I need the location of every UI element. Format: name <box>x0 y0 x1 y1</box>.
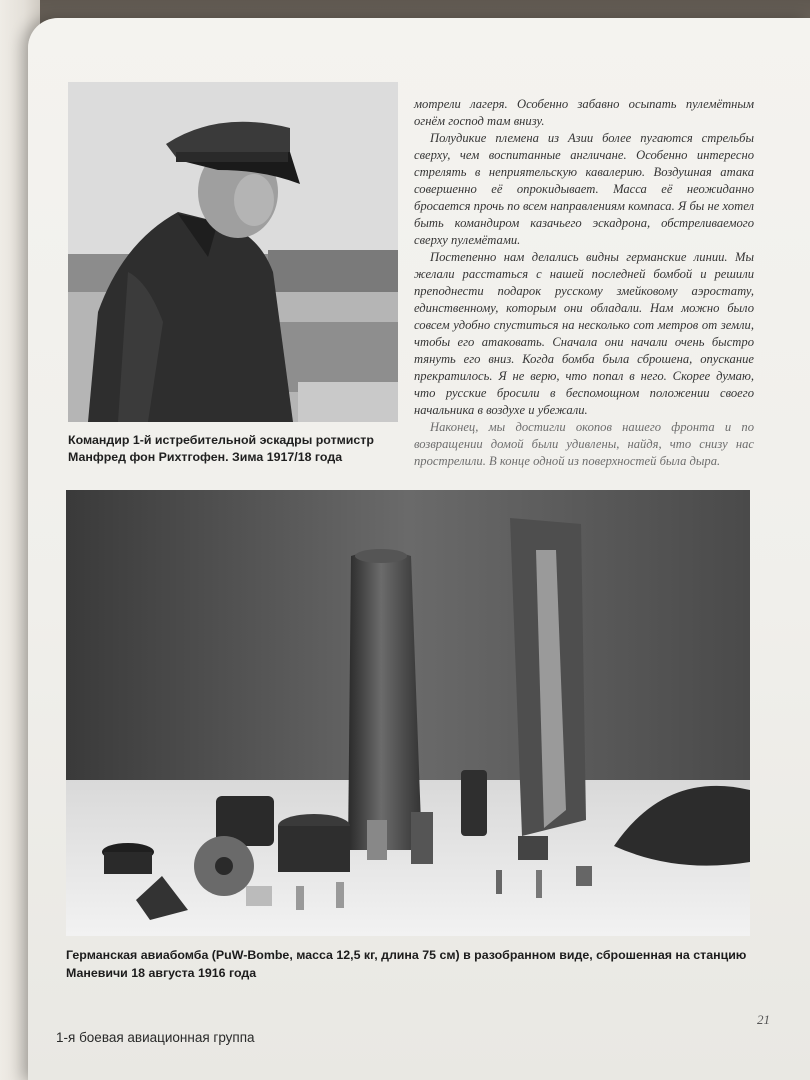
bomb-parts-photo <box>66 490 750 936</box>
portrait-photo <box>68 82 398 422</box>
paragraph: Полудикие племена из Азии более пугаются стрельбы сверху, чем воспитанные англичане. Особенно интересно стрелять в неприятельскую кавалерию. Воздушная атака совершенно её опрокидывает. Масса её неожиданно бросается прочь по всем направлениям компаса. Я бы не хотел быть командиром казачьего эскадрона, обстреливаемого сверху пулемётами. <box>414 131 754 247</box>
page-number: 21 <box>757 1012 770 1027</box>
paragraph: мотрели лагеря. Особенно забавно осыпать пулемётным огнём господ там внизу. <box>414 97 754 128</box>
bomb-parts-graphic <box>66 490 750 936</box>
body-text-column <box>414 96 754 470</box>
paragraph: Наконец, мы достигли окопов нашего фронта и по возвращении домой были удивлены, найдя, что снизу нас прострелили. В конце одной из поверхностей была дыра. <box>414 420 754 468</box>
bomb-photo-caption: Германская авиабомба (PuW-Bombe, масса 12,5 кг, длина 75 см) в разобранном виде, сброшенная на станцию Маневичи 18 августа 1916 года <box>66 948 747 980</box>
paragraph: Постепенно нам делались видны германские линии. Мы желали расстаться с нашей последней бомбой и решили преподнести подарок русскому змейковому аэростату, единственному, которым они обладали. Нам можно было совсем удобно спуститься на несколько сот метров от земли, чтобы его атаковать. Сначала они начали очень быстро тянуть его вниз. Когда бомба была сброшена, опускание прекратилось. Я не верю, что попал в него. Скорее думаю, что русские бросили в беспомощном положении своего начальника в воздухе и убежали. <box>414 250 754 417</box>
running-footer-title: 1-я боевая авиационная группа <box>56 1030 255 1045</box>
portrait-caption: Командир 1-й истребительной эскадры ротмистр Манфред фон Рихтгофен. Зима 1917/18 года <box>68 433 374 464</box>
portrait-photo-graphic <box>68 82 398 422</box>
